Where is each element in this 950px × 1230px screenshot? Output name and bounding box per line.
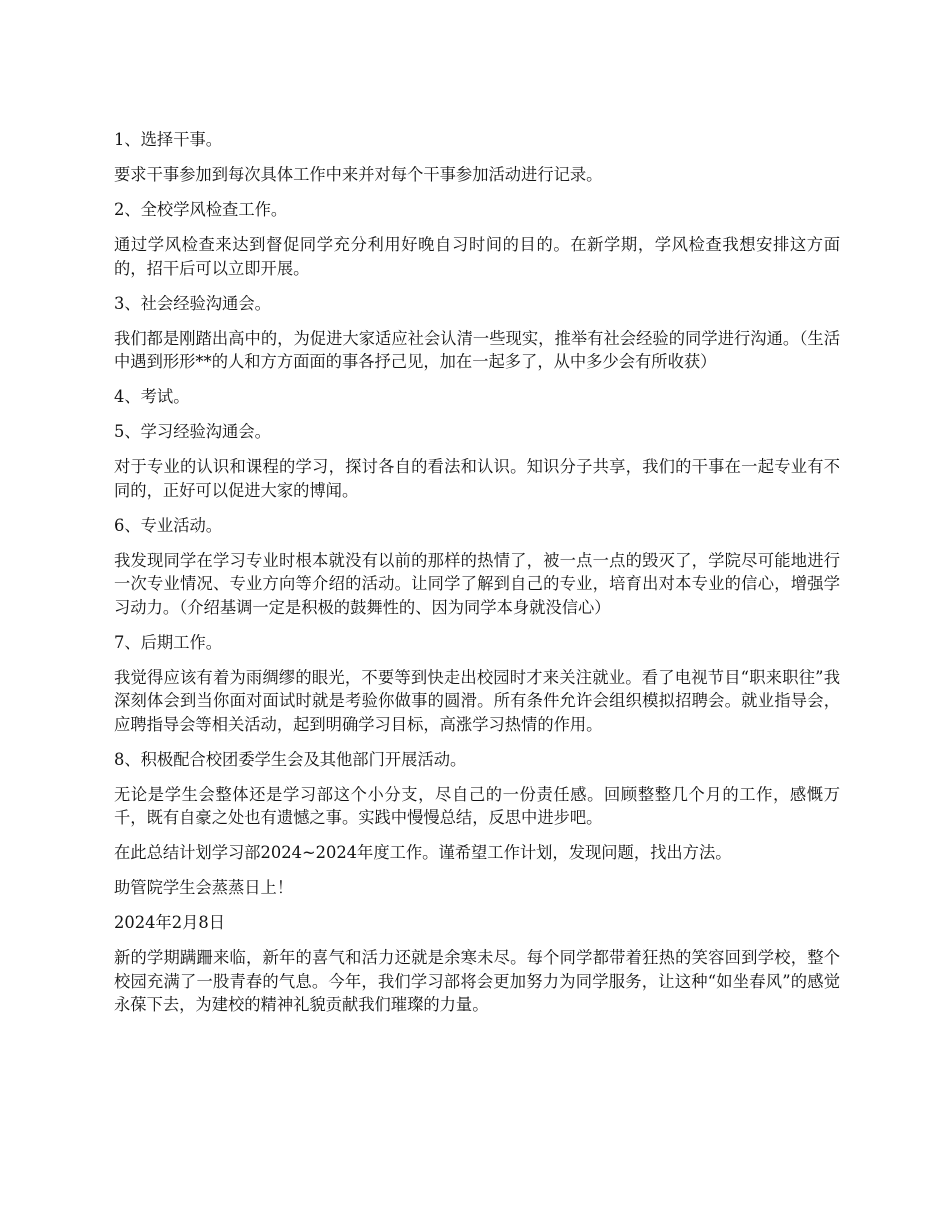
section-heading-learning-experience: 5、学习经验沟通会。 bbox=[114, 422, 271, 441]
section-heading-study-check: 2、全校学风检查工作。 bbox=[114, 200, 288, 219]
section-heading-exam: 4、考试。 bbox=[114, 387, 190, 406]
paragraph-new-semester: 新的学期蹒跚来临，新年的喜气和活力还就是余寒未尽。每个同学都带着狂热的笑容回到学校，整个校园充满了一股青春的气息。今年，我们学习部将会更加努力为同学服务，让这种“如坐春风”的感觉永葆下去，为建校的精神礼貌贡献我们璀璨的力量。 bbox=[114, 948, 840, 1014]
paragraph-learning-experience: 对于专业的认识和课程的学习，探讨各自的看法和认识。知识分子共享，我们的干事在一起专业有不同的，正好可以促进大家的博闻。 bbox=[114, 457, 840, 500]
paragraph-major-activity: 我发现同学在学习专业时根本就没有以前的那样的热情了，被一点一点的毁灭了，学院尽可能地进行一次专业情况、专业方向等介绍的活动。让同学了解到自己的专业，培育出对本专业的信心，增强学习动力。（介绍基调一定是积极的鼓舞性的、因为同学本身就没信心） bbox=[114, 550, 840, 617]
section-heading-cooperation: 8、积极配合校团委学生会及其他部门开展活动。 bbox=[114, 749, 467, 769]
paragraph-social-experience: 我们都是刚踏出高中的，为促进大家适应社会认清一些现实，推举有社会经验的同学进行沟通。（生活中遇到形形**的人和方方面面的事各抒己见，加在一起多了，从中多少会有所收获） bbox=[114, 328, 840, 371]
paragraph-staff-record: 要求干事参加到每次具体工作中来并对每个干事参加活动进行记录。 bbox=[114, 165, 603, 184]
paragraph-responsibility: 无论是学生会整体还是学习部这个小分支，尽自己的一份责任感。回顾整整几个月的工作，感慨万千，既有自豪之处也有遗憾之事。实践中慢慢总结，反思中进步吧。 bbox=[114, 784, 840, 827]
paragraph-study-check: 通过学风检查来达到督促同学充分利用好晚自习时间的目的。在新学期，学风检查我想安排这方面的，招干后可以立即开展。 bbox=[114, 235, 840, 278]
section-heading-later-work: 7、后期工作。 bbox=[114, 632, 223, 652]
section-heading-social-experience: 3、社会经验沟通会。 bbox=[114, 293, 271, 313]
paragraph-summary: 在此总结计划学习部2024~2024年度工作。谨希望工作计划，发现问题，找出方法。 bbox=[114, 843, 732, 862]
section-heading-major-activity: 6、专业活动。 bbox=[114, 515, 223, 535]
document-body bbox=[114, 128, 840, 1028]
section-heading-select-staff: 1、选择干事。 bbox=[114, 130, 223, 149]
document-date: 2024年2月8日 bbox=[114, 913, 225, 932]
paragraph-later-work: 我觉得应该有着为雨绸缪的眼光，不要等到快走出校园时才来关注就业。看了电视节目“职来职往”我深刻体会到当你面对面试时就是考验你做事的圆滑。所有条件允许会组织模拟招聘会。就业指导会，应聘指导会等相关活动，起到明确学习目标，高涨学习热情的作用。 bbox=[114, 667, 840, 734]
paragraph-wish: 助管院学生会蒸蒸日上！ bbox=[114, 878, 294, 897]
